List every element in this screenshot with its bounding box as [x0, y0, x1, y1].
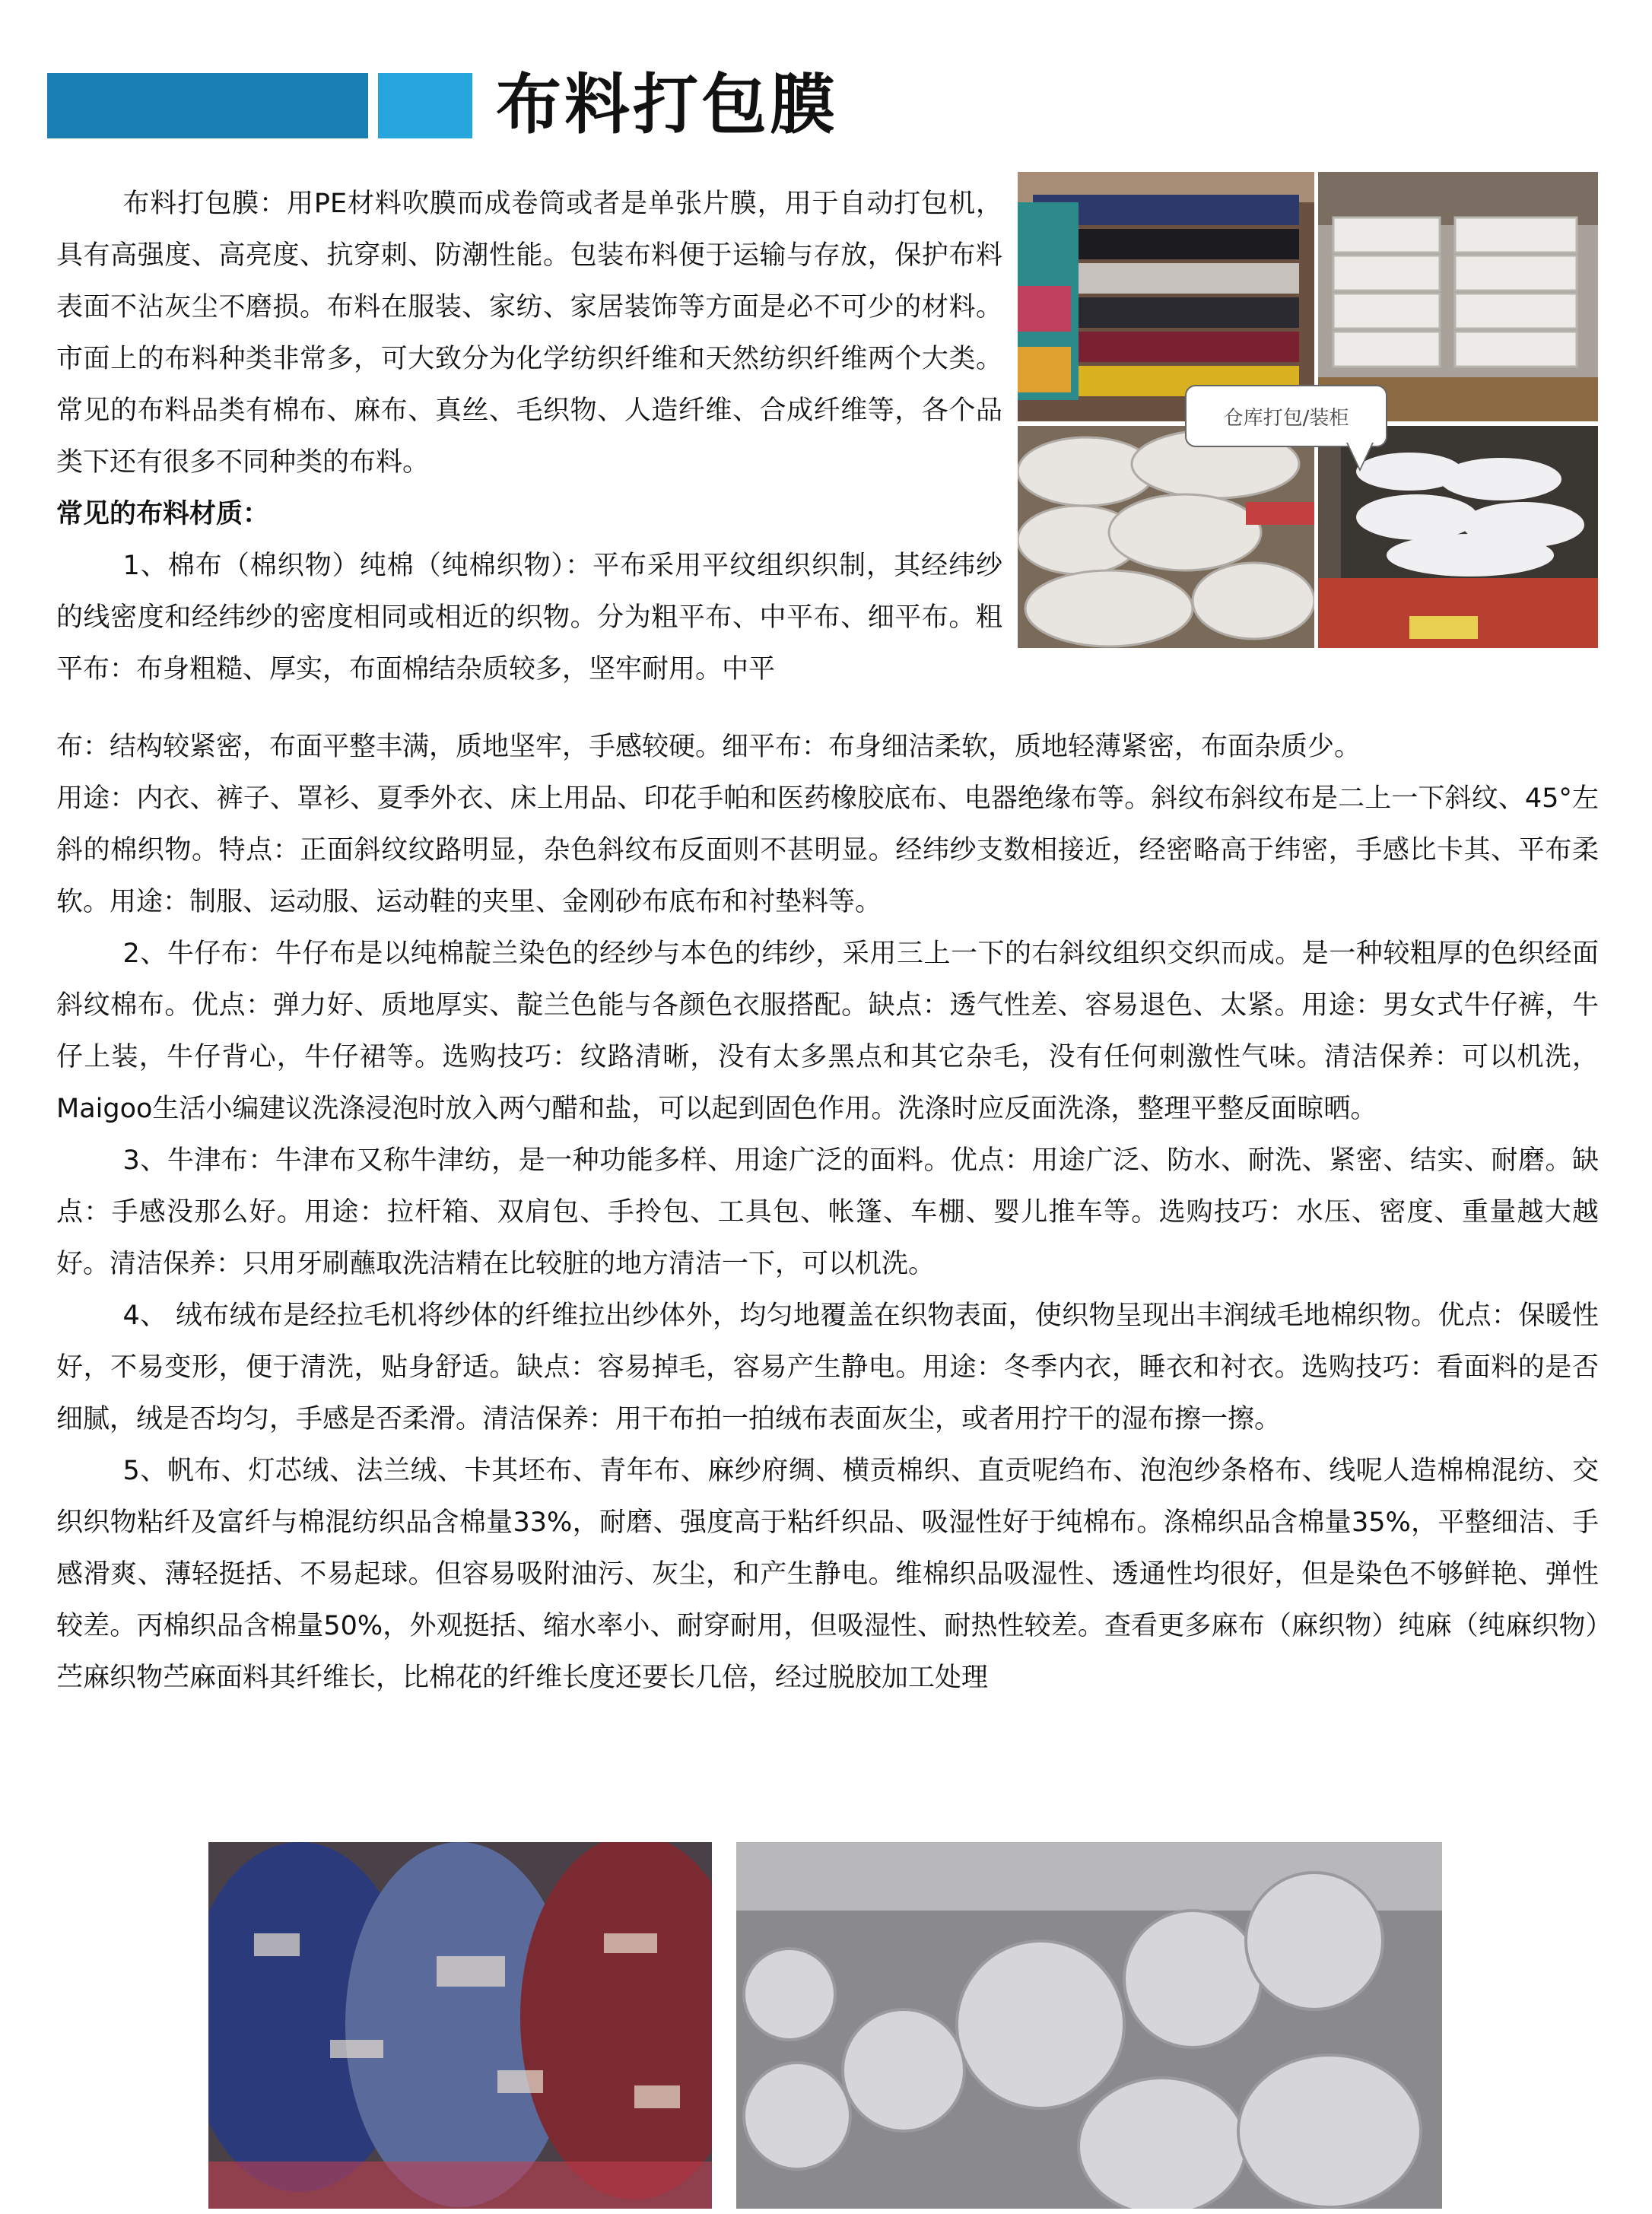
warehouse-bags-photo [1018, 426, 1314, 648]
title-bar-dark [47, 73, 368, 138]
item1-rest-paragraph: 布：结构较紧密，布面平整丰满，质地坚牢，手感较硬。细平布：布身细洁柔软，质地轻薄紧密，布面杂质少。 [56, 732, 1361, 762]
wrapped-fabric-rolls-photo [736, 1842, 1442, 2209]
item4-paragraph: 4、 绒布绒布是经拉毛机将纱体的纤维拉出纱体外，均匀地覆盖在织物表面，使织物呈现出丰润绒毛地棉织物。优点：保暖性好，不易变形，便于清洗，贴身舒适。缺点：容易掉毛，容易产生静电。用途：冬季内衣，睡衣和衬衣。选购技巧：看面料的是否细腻，绒是否均匀，手感是否柔滑。清洁保养：用干布拍一拍绒布表面灰尘，或者用拧干的湿布擦一擦。 [56, 1301, 1599, 1434]
item3-paragraph: 3、牛津布：牛津布又称牛津纺，是一种功能多样、用途广泛的面料。优点：用途广泛、防水、耐洗、紧密、结实、耐磨。缺点：手感没那么好。用途：拉杆箱、双肩包、手拎包、工具包、帐篷、车棚、婴儿推车等。选购技巧：水压、密度、重量越大越好。清洁保养：只用牙刷蘸取洗洁精在比较脏的地方清洁一下，可以机洗。 [56, 1145, 1599, 1279]
intro-column [56, 178, 1002, 695]
page-title: 布料打包膜 [496, 67, 838, 143]
packed-bales-photo [1318, 172, 1598, 421]
intro-paragraph: 布料打包膜：用PE材料吹膜而成卷筒或者是单张片膜，用于自动打包机，具有高强度、高亮度、抗穿刺、防潮性能。包装布料便于运输与存放，保护布料表面不沾灰尘不磨损。布料在服装、家纺、家居装饰等方面是必不可少的材料。市面上的布料种类非常多，可大致分为化学纺织纤维和天然纺织纤维两个大类。常见的布料品类有棉布、麻布、真丝、毛织物、人造纤维、合成纤维等，各个品类下还有很多不同种类的布料。 [56, 189, 1002, 478]
bubble-tail-inner [1348, 443, 1372, 469]
photo-caption: 仓库打包/装柜 [1223, 406, 1349, 430]
item2-paragraph: 2、牛仔布：牛仔布是以纯棉靛兰染色的经纱与本色的纬纱，采用三上一下的右斜纹组织交织而成。是一种较粗厚的色织经面斜纹棉布。优点：弹力好、质地厚实、靛兰色能与各颜色衣服搭配。缺点：透气性差、容易退色、太紧。用途：男女式牛仔裤，牛仔上装，牛仔背心，牛仔裙等。选购技巧：纹路清晰，没有太多黑点和其它杂毛，没有任何刺激性气味。清洁保养：可以机洗，Maigoo生活小编建议洗涤浸泡时放入两勺醋和盐，可以起到固色作用。洗涤时应反面洗涤，整理平整反面晾晒。 [56, 939, 1599, 1124]
title-bar-light [378, 73, 472, 138]
photo-caption-bubble [1185, 385, 1387, 447]
section-heading: 常见的布料材质： [56, 499, 270, 529]
item5-paragraph: 5、帆布、灯芯绒、法兰绒、卡其坯布、青年布、麻纱府绸、横贡棉织、直贡呢绉布、泡泡纱条格布、线呢人造棉棉混纺、交织织物粘纤及富纤与棉混纺织品含棉量33%，耐磨、强度高于粘纤织品、吸湿性好于纯棉布。涤棉织品含棉量35%，平整细洁、手感滑爽、薄轻挺括、不易起球。但容易吸附油污、灰尘，和产生静电。维棉织品吸湿性、透通性均很好，但是染色不够鲜艳、弹性较差。丙棉织品含棉量50%，外观挺括、缩水率小、耐穿耐用，但吸湿性、耐热性较差。查看更多麻布（麻织物）纯麻（纯麻织物）苎麻织物苎麻面料其纤维长，比棉花的纤维长度还要长几倍，经过脱胶加工处理 [56, 1456, 1599, 1693]
item1-use-paragraph: 用途：内衣、裤子、罩衫、夏季外衣、床上用品、印花手帕和医药橡胶底布、电器绝缘布等。斜纹布斜纹布是二上一下斜纹、45°左斜的棉织物。特点：正面斜纹纹路明显，杂色斜纹布反面则不甚明显。经纬纱支数相接近，经密略高于纬密，手感比卡其、平布柔软。用途：制服、运动服、运动鞋的夹里、金刚砂布底布和衬垫料等。 [56, 783, 1599, 917]
fabric-rolls-photo [1018, 172, 1314, 421]
clothing-bundles-photo [208, 1842, 712, 2209]
main-column [56, 721, 1599, 1704]
item1-top-paragraph: 1、棉布（棉织物）纯棉（纯棉织物）：平布采用平纹组织织制，其经纬纱的线密度和经纬纱的密度相同或相近的织物。分为粗平布、中平布、细平布。粗平布：布身粗糙、厚实，布面棉结杂质较多，坚牢耐用。中平 [56, 551, 1002, 685]
